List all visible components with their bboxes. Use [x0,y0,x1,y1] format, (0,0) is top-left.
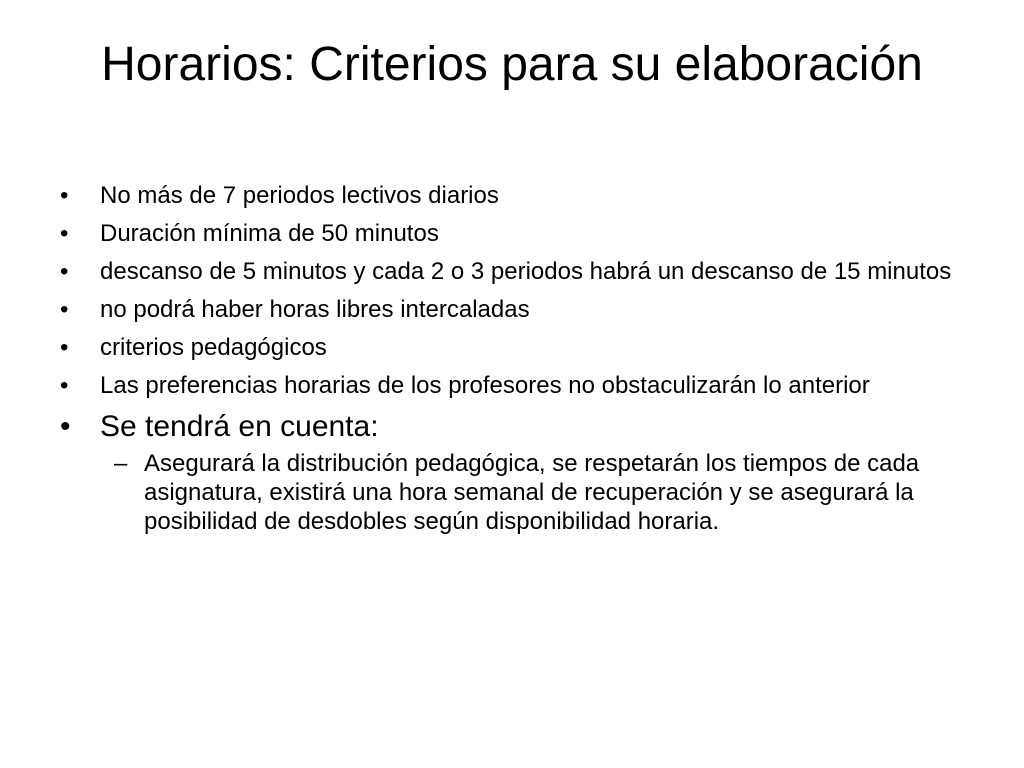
slide-title: Horarios: Criterios para su elaboración [101,38,923,91]
list-item [60,257,980,286]
bullet-icon: • [60,334,69,361]
list-item [60,181,980,210]
bullet-icon: • [60,220,69,247]
bullet-icon: • [60,258,69,285]
bullet-icon: • [60,182,69,209]
bullet-icon: • [60,296,69,323]
dash-icon: – [114,450,128,477]
list-item [60,219,980,248]
list-item [60,371,980,400]
list-item-text: Se tendrá en cuenta: [100,410,379,443]
sub-list-item [60,449,980,536]
list-item-text: descanso de 5 minutos y cada 2 o 3 periodos habrá un descanso de 15 minutos [100,258,952,285]
list-item-text: Las preferencias horarias de los profesores no obstaculizarán lo anterior [100,372,870,399]
sublist-container [60,449,980,536]
bullet-list [60,181,980,536]
list-item-heading [60,409,980,445]
list-item [60,295,980,324]
sub-bullet-list [60,449,980,536]
bullet-icon: • [60,372,69,399]
list-item-text: Duración mínima de 50 minutos [100,220,439,247]
list-item-text: no podrá haber horas libres intercaladas [100,296,530,323]
bullet-icon: • [60,410,71,443]
sub-list-item-text: Asegurará la distribución pedagógica, se respetarán los tiempos de cada asignatura, existirá una hora semanal de recuperación y se asegurará la posibilidad de desdobles según disponibilidad horaria. [144,450,920,535]
list-item-text: No más de 7 periodos lectivos diarios [100,182,499,209]
list-item [60,333,980,362]
list-item-text: criterios pedagógicos [100,334,327,361]
